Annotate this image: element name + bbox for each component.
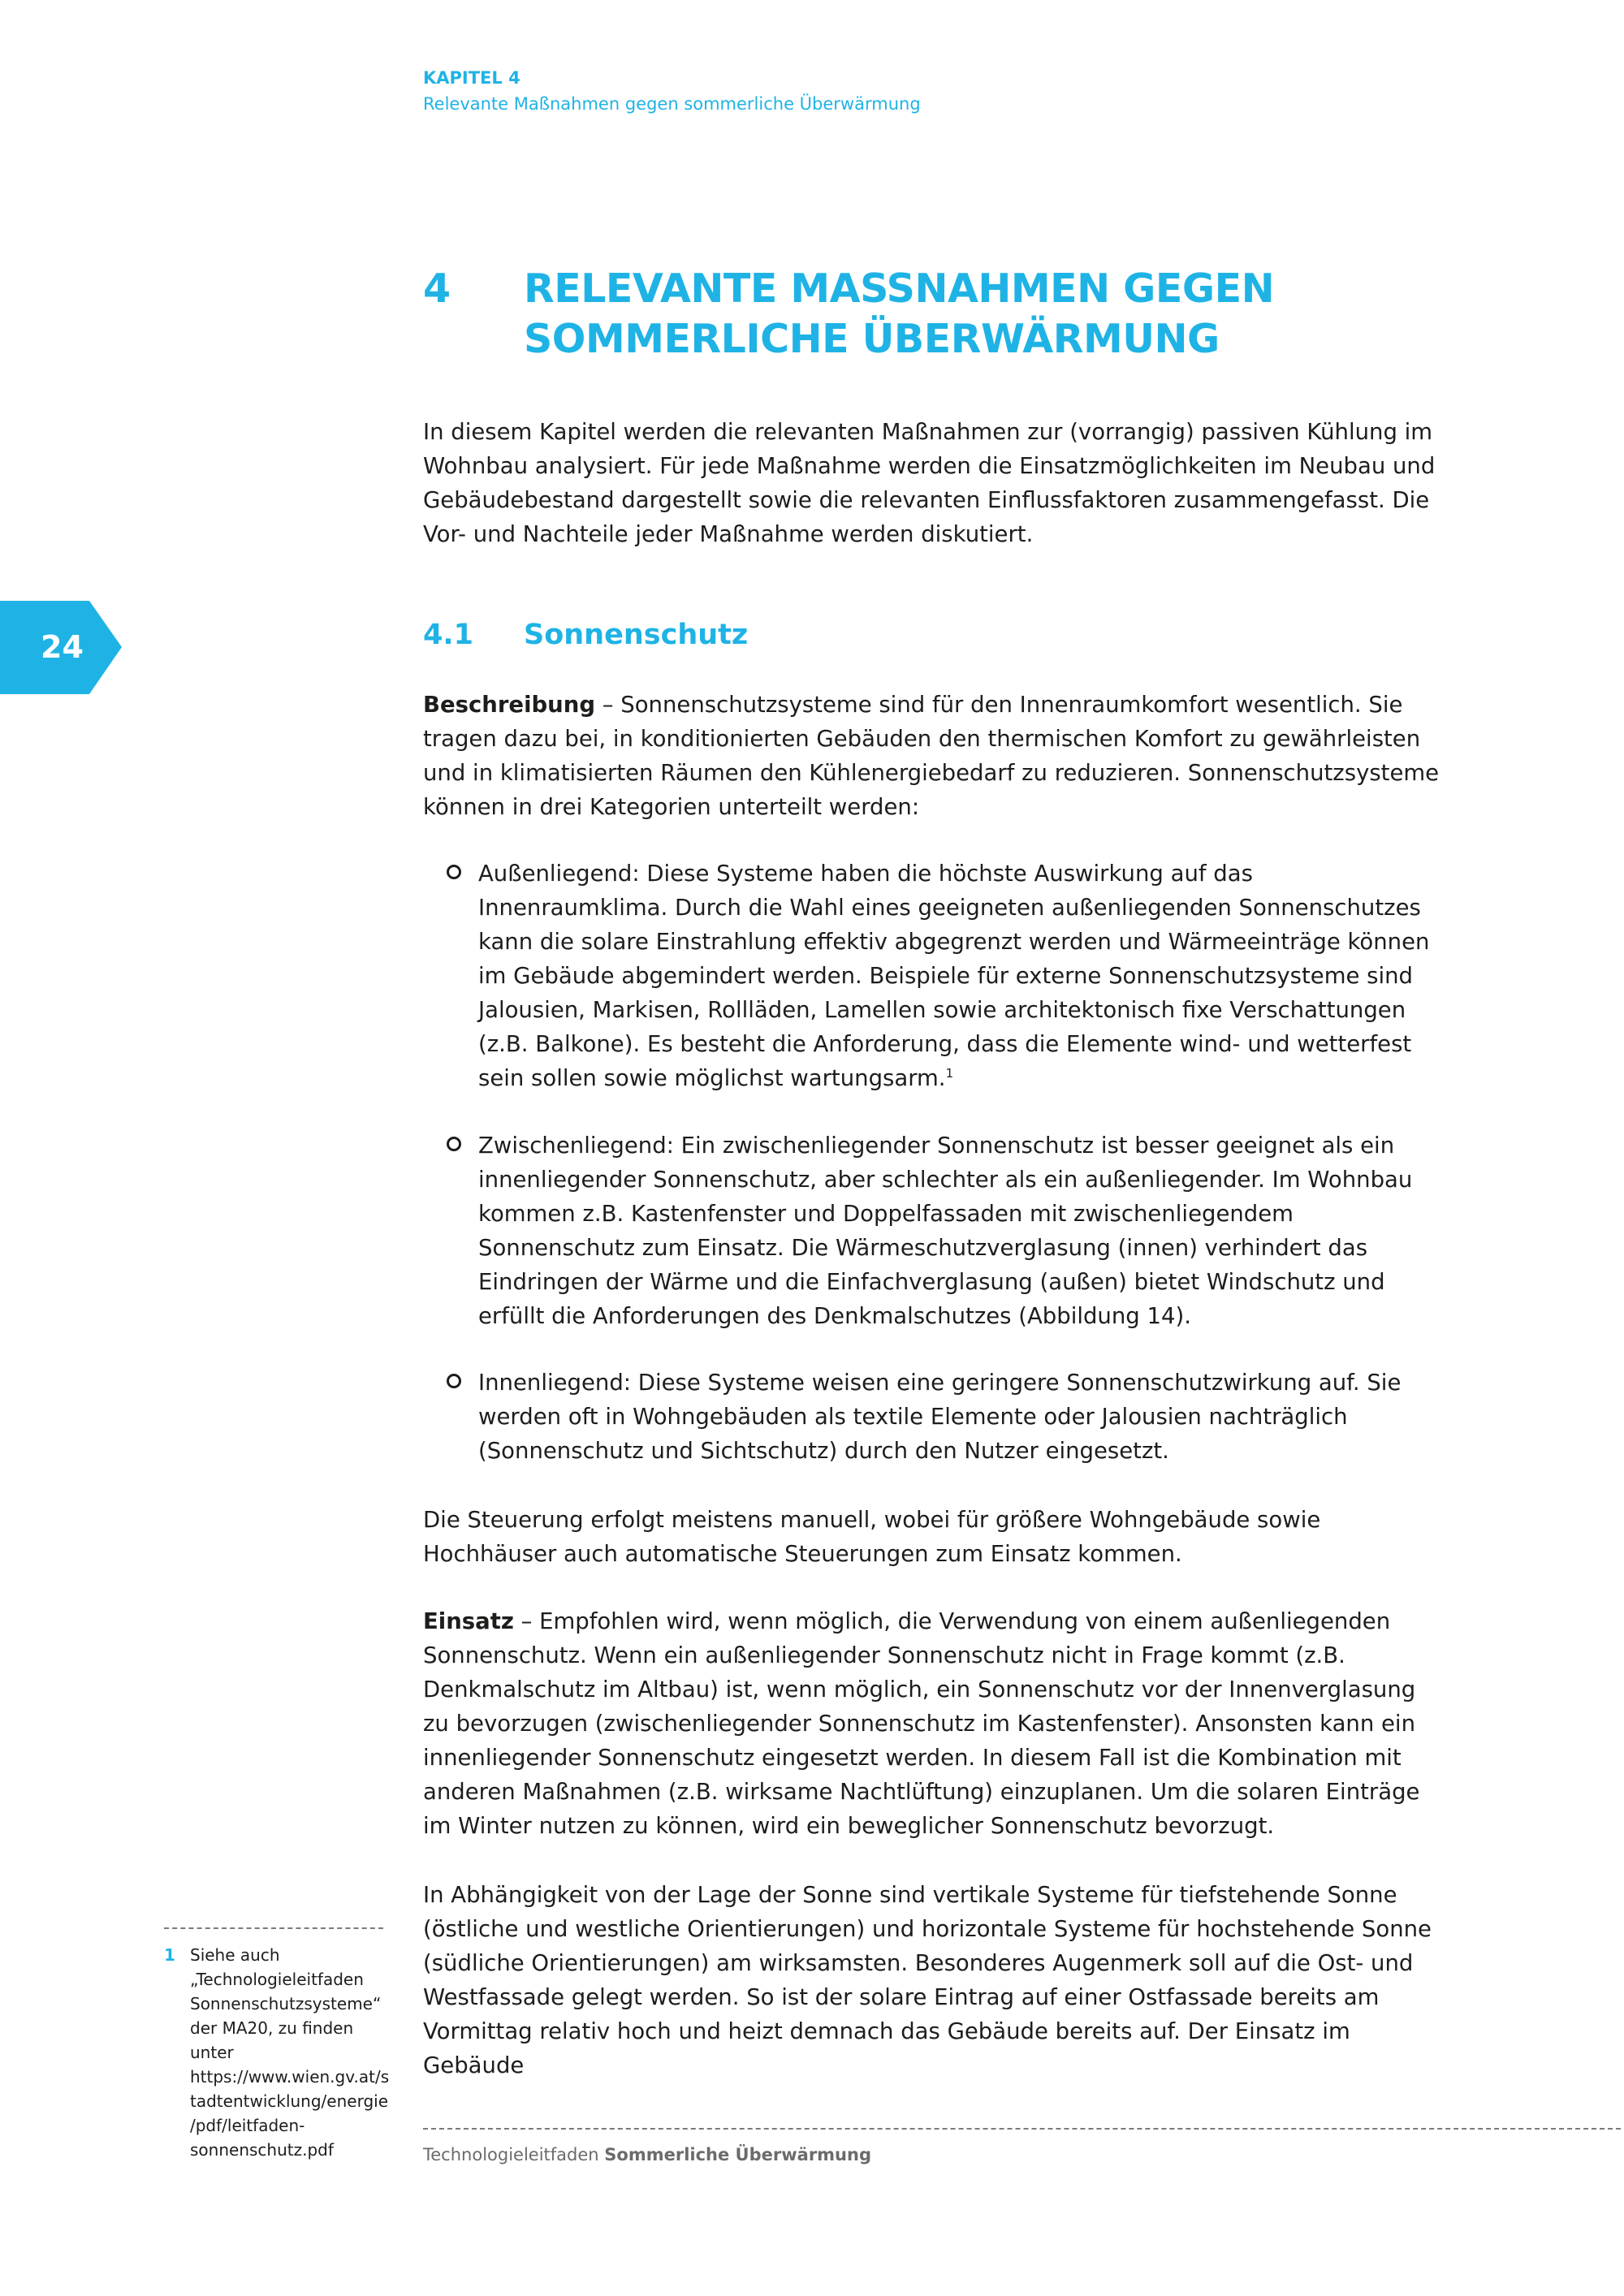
section-heading xyxy=(423,617,749,653)
footnote-reference: 1 xyxy=(945,1065,954,1081)
intro-paragraph: In diesem Kapitel werden die relevanten Maßnahmen zur (vorrangig) passiven Kühlung im Wohnbau analysiert. Für jede Maßnahme werden die Einsatzmöglichkeiten im Neubau und Gebäudebestand dargestellt sowie die relevanten Einflussfaktoren zusammengefasst. Die Vor- und Nachteile jeder Maßnahme werden diskutiert. xyxy=(423,419,1436,547)
usage-text: – Empfohlen wird, wenn möglich, die Verwendung von einem außenliegenden Sonnenschutz. Wenn ein außenliegender Sonnenschutz nicht in Frage kommt (z.B. Denkmalschutz im Altbau) ist, wenn möglich, ein Sonnenschutz vor der Innenverglasung zu bevorzugen (zwischenliegender Sonnenschutz im Kastenfenster). Ansonsten kann ein innenliegender Sonnenschutz eingesetzt werden. In diesem Fall ist die Kombination mit anderen Maßnahmen (z.B. wirksame Nachtlüftung) einzuplanen. Um die solaren Einträge im Winter nutzen zu können, wird ein beweglicher Sonnenschutz bevorzugt. xyxy=(423,1608,1420,1839)
footer-divider xyxy=(423,2128,1621,2130)
chapter-title-line-2: SOMMERLICHE ÜBERWÄRMUNG xyxy=(524,316,1220,362)
page-footer xyxy=(423,2143,871,2167)
footnote-text: Siehe auch „Technologieleitfaden Sonnenschutzsysteme“ der MA20, zu finden unter https://www.wien.gv.at/stadtentwicklung/energie/pdf/leitfaden-sonnenschutz.pdf xyxy=(190,1945,390,2160)
chapter-label: KAPITEL 4 xyxy=(423,68,520,88)
chapter-title-line-1: RELEVANTE MASSNAHMEN GEGEN xyxy=(524,265,1275,312)
bullet-icon xyxy=(447,1137,461,1151)
page-number: 24 xyxy=(41,629,84,665)
description-lead: Beschreibung xyxy=(423,692,596,718)
chapter-subtitle: Relevante Maßnahmen gegen sommerliche Überwärmung xyxy=(423,94,921,114)
usage-paragraph xyxy=(423,1604,1442,1843)
bullet-icon xyxy=(447,865,461,879)
description-paragraph xyxy=(423,688,1442,824)
bullet-icon xyxy=(447,1374,461,1388)
section-title: Sonnenschutz xyxy=(524,619,749,651)
chapter-title-text xyxy=(524,264,1417,365)
bullet-external-text: Außenliegend: Diese Systeme haben die höchste Auswirkung auf das Innenraumklima. Durch die Wahl eines geeigneten außenliegenden Sonnenschutzes kann die solare Einstrahlung effektiv abgegrenzt werden und Wärmeeinträge können im Gebäude abgemindert werden. Beispiele für externe Sonnenschutzsysteme sind Jalousien, Markisen, Rollläden, Lamellen sowie architektonisch fixe Verschattungen (z.B. Balkone). Es besteht die Anforderung, dass die Elemente wind- und wetterfest sein sollen sowie möglichst wartungsarm. xyxy=(478,861,1430,1091)
usage-lead: Einsatz xyxy=(423,1608,514,1634)
bullet-item-internal: Innenliegend: Diese Systeme weisen eine geringere Sonnenschutzwirkung auf. Sie werden oft in Wohngebäuden als textile Elemente oder Jalousien nachträglich (Sonnenschutz und Sichtschutz) durch den Nutzer eingesetzt. xyxy=(478,1370,1402,1464)
running-header xyxy=(423,65,921,117)
footnote-divider xyxy=(164,1927,383,1929)
footnote-number: 1 xyxy=(164,1945,175,1965)
chapter-number: 4 xyxy=(423,265,451,312)
footer-prefix: Technologieleitfaden xyxy=(423,2145,599,2164)
bullet-item-intermediate: Zwischenliegend: Ein zwischenliegender Sonnenschutz ist besser geeignet als ein innenliegender Sonnenschutz, aber schlechter als ein außenliegender. Im Wohnbau kommen z.B. Kastenfenster und Doppelfassaden mit zwischenliegendem Sonnenschutz zum Einsatz. Die Wärmeschutzverglasung (innen) verhindert das Eindringen der Wärme und die Einfachverglasung (außen) bietet Windschutz und erfüllt die Anforderungen des Denkmalschutzes (Abbildung 14). xyxy=(478,1133,1413,1329)
section-number: 4.1 xyxy=(423,619,474,651)
bullet-item-external xyxy=(478,857,1445,1095)
description-text: – Sonnenschutzsysteme sind für den Innenraumkomfort wesentlich. Sie tragen dazu bei, in konditionierten Gebäuden den thermischen Komfort zu gewährleisten und in klimatisierten Räumen den Kühlenergiebedarf zu reduzieren. Sonnenschutzsysteme können in drei Kategorien unterteilt werden: xyxy=(423,692,1440,820)
orientation-paragraph: In Abhängigkeit von der Lage der Sonne sind vertikale Systeme für tiefstehende Sonne (östliche und westliche Orientierungen) und horizontale Systeme für hochstehende Sonne (südliche Orientierungen) am wirksamsten. Besonderes Augenmerk soll auf die Ost- und Westfassade gelegt werden. So ist der solare Eintrag auf einer Ostfassade bereits am Vormittag relativ hoch und heizt demnach das Gebäude bereits auf. Der Einsatz im Gebäude xyxy=(423,1882,1432,2078)
footer-title: Sommerliche Überwärmung xyxy=(604,2145,871,2164)
control-paragraph: Die Steuerung erfolgt meistens manuell, wobei für größere Wohngebäude sowie Hochhäuser auch automatische Steuerungen zum Einsatz kommen. xyxy=(423,1507,1321,1567)
